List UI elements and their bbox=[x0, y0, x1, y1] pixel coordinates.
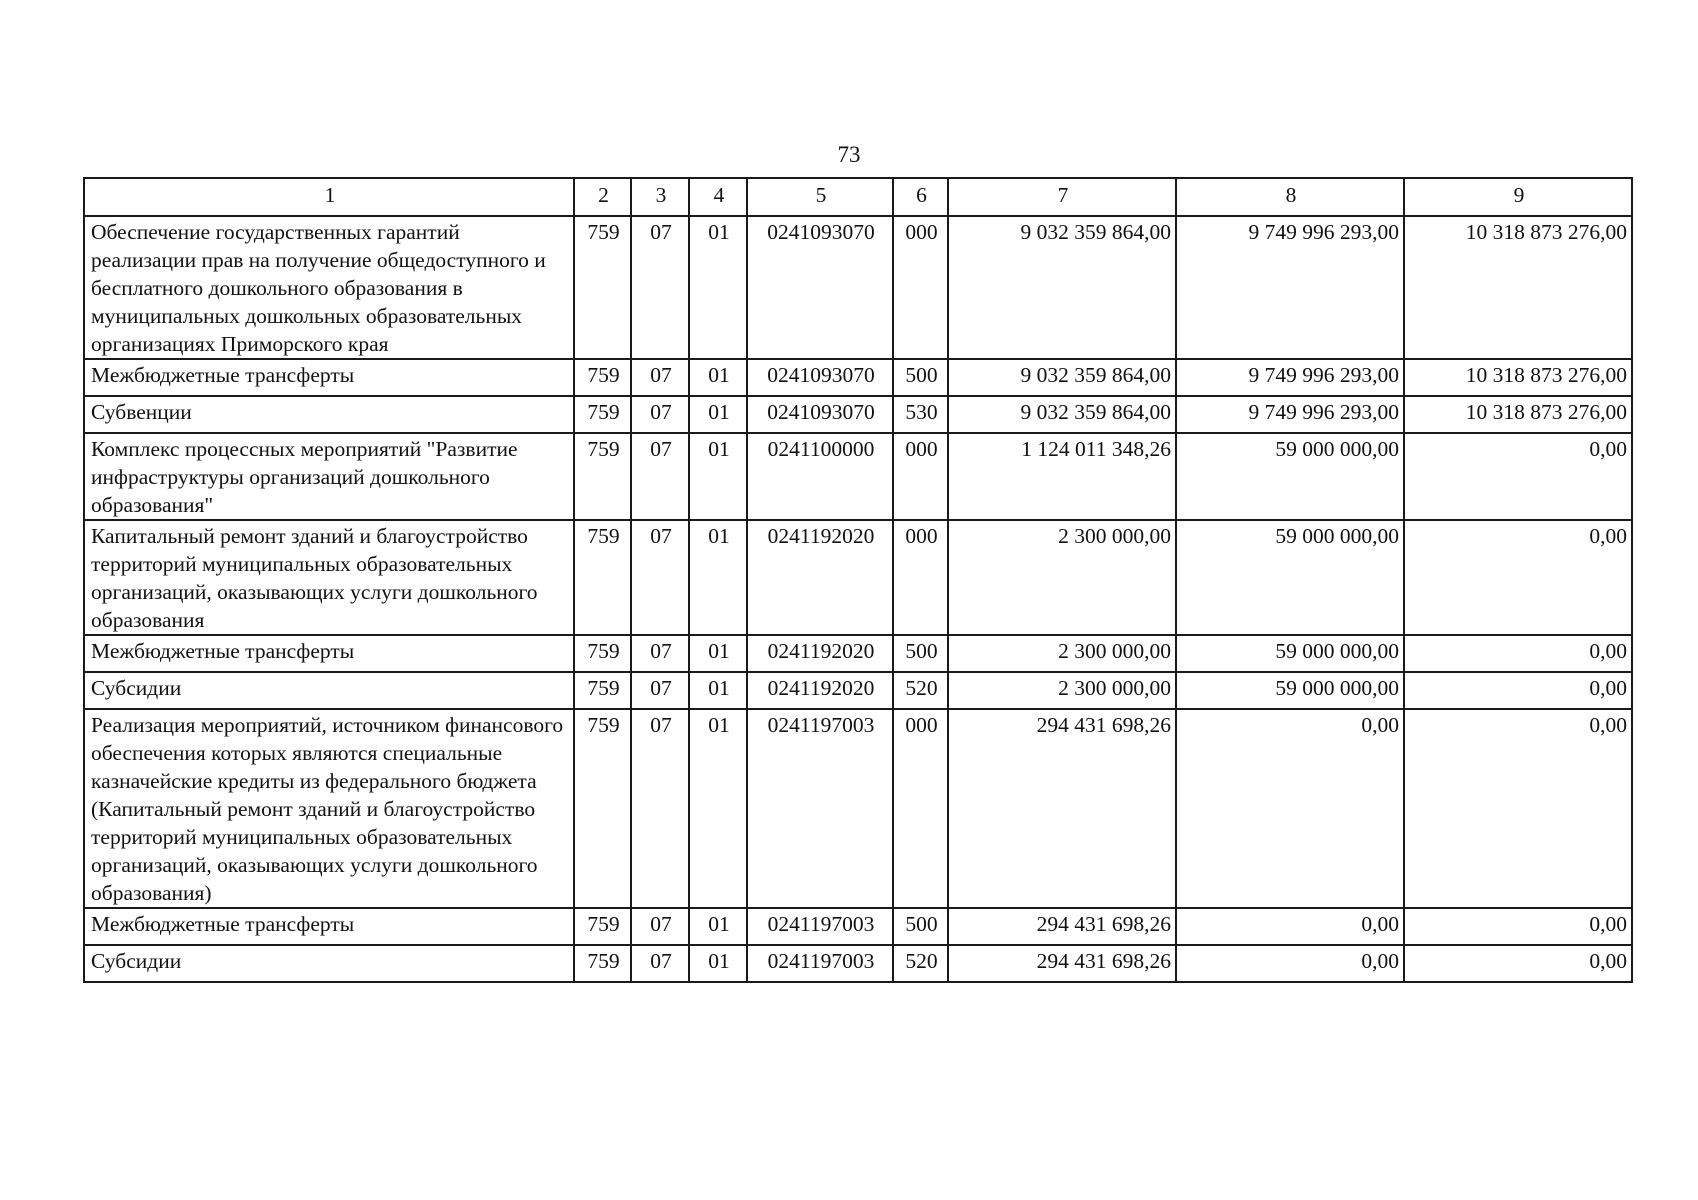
row-name: Капитальный ремонт зданий и благоустройство территорий муниципальных образовательных организаций, оказывающих услуги дошкольного образования bbox=[84, 520, 574, 635]
subsection-code: 01 bbox=[689, 520, 747, 635]
section-code: 07 bbox=[631, 520, 689, 635]
subsection-code: 01 bbox=[689, 945, 747, 982]
table-row bbox=[84, 908, 1632, 945]
amount-col-9: 0,00 bbox=[1404, 635, 1632, 672]
amount-col-9: 0,00 bbox=[1404, 908, 1632, 945]
ministry-code: 759 bbox=[574, 635, 631, 672]
target-article-code: 0241197003 bbox=[747, 709, 893, 908]
amount-col-8: 9 749 996 293,00 bbox=[1176, 396, 1404, 433]
subsection-code: 01 bbox=[689, 709, 747, 908]
target-article-code: 0241197003 bbox=[747, 908, 893, 945]
section-code: 07 bbox=[631, 216, 689, 359]
table-row bbox=[84, 520, 1632, 635]
target-article-code: 0241192020 bbox=[747, 672, 893, 709]
ministry-code: 759 bbox=[574, 908, 631, 945]
column-header-1: 1 bbox=[84, 178, 574, 216]
row-name: Обеспечение государственных гарантий реализации прав на получение общедоступного и бесплатного дошкольного образования в муниципальных дошкольных образовательных организациях Приморского края bbox=[84, 216, 574, 359]
amount-col-9: 0,00 bbox=[1404, 520, 1632, 635]
table-row bbox=[84, 672, 1632, 709]
column-header-4: 4 bbox=[689, 178, 747, 216]
column-header-3: 3 bbox=[631, 178, 689, 216]
target-article-code: 0241093070 bbox=[747, 396, 893, 433]
amount-col-8: 0,00 bbox=[1176, 945, 1404, 982]
column-header-2: 2 bbox=[574, 178, 631, 216]
table-row bbox=[84, 396, 1632, 433]
amount-col-8: 0,00 bbox=[1176, 908, 1404, 945]
amount-col-9: 0,00 bbox=[1404, 945, 1632, 982]
column-header-6: 6 bbox=[893, 178, 948, 216]
ministry-code: 759 bbox=[574, 396, 631, 433]
section-code: 07 bbox=[631, 672, 689, 709]
header-row bbox=[84, 178, 1632, 216]
amount-col-8: 9 749 996 293,00 bbox=[1176, 359, 1404, 396]
ministry-code: 759 bbox=[574, 520, 631, 635]
amount-col-9: 10 318 873 276,00 bbox=[1404, 359, 1632, 396]
column-header-8: 8 bbox=[1176, 178, 1404, 216]
ministry-code: 759 bbox=[574, 945, 631, 982]
subsection-code: 01 bbox=[689, 635, 747, 672]
row-name: Межбюджетные трансферты bbox=[84, 908, 574, 945]
amount-col-7: 1 124 011 348,26 bbox=[948, 433, 1176, 520]
subsection-code: 01 bbox=[689, 396, 747, 433]
expense-type-code: 000 bbox=[893, 520, 948, 635]
amount-col-8: 59 000 000,00 bbox=[1176, 433, 1404, 520]
amount-col-7: 9 032 359 864,00 bbox=[948, 396, 1176, 433]
section-code: 07 bbox=[631, 709, 689, 908]
expense-type-code: 000 bbox=[893, 709, 948, 908]
target-article-code: 0241192020 bbox=[747, 520, 893, 635]
table-row bbox=[84, 709, 1632, 908]
ministry-code: 759 bbox=[574, 216, 631, 359]
row-name: Комплекс процессных мероприятий "Развитие инфраструктуры организаций дошкольного образования" bbox=[84, 433, 574, 520]
amount-col-9: 0,00 bbox=[1404, 433, 1632, 520]
target-article-code: 0241093070 bbox=[747, 216, 893, 359]
target-article-code: 0241192020 bbox=[747, 635, 893, 672]
subsection-code: 01 bbox=[689, 672, 747, 709]
section-code: 07 bbox=[631, 359, 689, 396]
target-article-code: 0241197003 bbox=[747, 945, 893, 982]
table-row bbox=[84, 635, 1632, 672]
table-row bbox=[84, 945, 1632, 982]
expense-type-code: 520 bbox=[893, 945, 948, 982]
amount-col-8: 59 000 000,00 bbox=[1176, 520, 1404, 635]
amount-col-7: 2 300 000,00 bbox=[948, 635, 1176, 672]
target-article-code: 0241093070 bbox=[747, 359, 893, 396]
expense-type-code: 520 bbox=[893, 672, 948, 709]
column-header-9: 9 bbox=[1404, 178, 1632, 216]
table-row bbox=[84, 216, 1632, 359]
budget-table bbox=[83, 177, 1633, 983]
section-code: 07 bbox=[631, 908, 689, 945]
subsection-code: 01 bbox=[689, 359, 747, 396]
expense-type-code: 000 bbox=[893, 216, 948, 359]
column-header-5: 5 bbox=[747, 178, 893, 216]
section-code: 07 bbox=[631, 396, 689, 433]
subsection-code: 01 bbox=[689, 433, 747, 520]
amount-col-7: 2 300 000,00 bbox=[948, 672, 1176, 709]
expense-type-code: 530 bbox=[893, 396, 948, 433]
amount-col-9: 0,00 bbox=[1404, 709, 1632, 908]
row-name: Субсидии bbox=[84, 945, 574, 982]
row-name: Реализация мероприятий, источником финансового обеспечения которых являются специальные казначейские кредиты из федерального бюджета (Капитальный ремонт зданий и благоустройство территорий муниципальных образовательных организаций, оказывающих услуги дошкольного образования) bbox=[84, 709, 574, 908]
section-code: 07 bbox=[631, 433, 689, 520]
amount-col-7: 9 032 359 864,00 bbox=[948, 216, 1176, 359]
table-row bbox=[84, 359, 1632, 396]
ministry-code: 759 bbox=[574, 433, 631, 520]
table-row bbox=[84, 433, 1632, 520]
amount-col-7: 294 431 698,26 bbox=[948, 908, 1176, 945]
amount-col-8: 0,00 bbox=[1176, 709, 1404, 908]
amount-col-7: 294 431 698,26 bbox=[948, 709, 1176, 908]
amount-col-8: 9 749 996 293,00 bbox=[1176, 216, 1404, 359]
row-name: Межбюджетные трансферты bbox=[84, 635, 574, 672]
section-code: 07 bbox=[631, 945, 689, 982]
section-code: 07 bbox=[631, 635, 689, 672]
expense-type-code: 500 bbox=[893, 635, 948, 672]
ministry-code: 759 bbox=[574, 709, 631, 908]
amount-col-7: 294 431 698,26 bbox=[948, 945, 1176, 982]
row-name: Субсидии bbox=[84, 672, 574, 709]
ministry-code: 759 bbox=[574, 359, 631, 396]
row-name: Субвенции bbox=[84, 396, 574, 433]
column-header-7: 7 bbox=[948, 178, 1176, 216]
amount-col-7: 9 032 359 864,00 bbox=[948, 359, 1176, 396]
subsection-code: 01 bbox=[689, 908, 747, 945]
amount-col-7: 2 300 000,00 bbox=[948, 520, 1176, 635]
subsection-code: 01 bbox=[689, 216, 747, 359]
target-article-code: 0241100000 bbox=[747, 433, 893, 520]
page-number: 73 bbox=[837, 142, 861, 167]
amount-col-9: 10 318 873 276,00 bbox=[1404, 396, 1632, 433]
expense-type-code: 500 bbox=[893, 359, 948, 396]
amount-col-9: 10 318 873 276,00 bbox=[1404, 216, 1632, 359]
ministry-code: 759 bbox=[574, 672, 631, 709]
amount-col-9: 0,00 bbox=[1404, 672, 1632, 709]
amount-col-8: 59 000 000,00 bbox=[1176, 672, 1404, 709]
amount-col-8: 59 000 000,00 bbox=[1176, 635, 1404, 672]
expense-type-code: 500 bbox=[893, 908, 948, 945]
row-name: Межбюджетные трансферты bbox=[84, 359, 574, 396]
expense-type-code: 000 bbox=[893, 433, 948, 520]
